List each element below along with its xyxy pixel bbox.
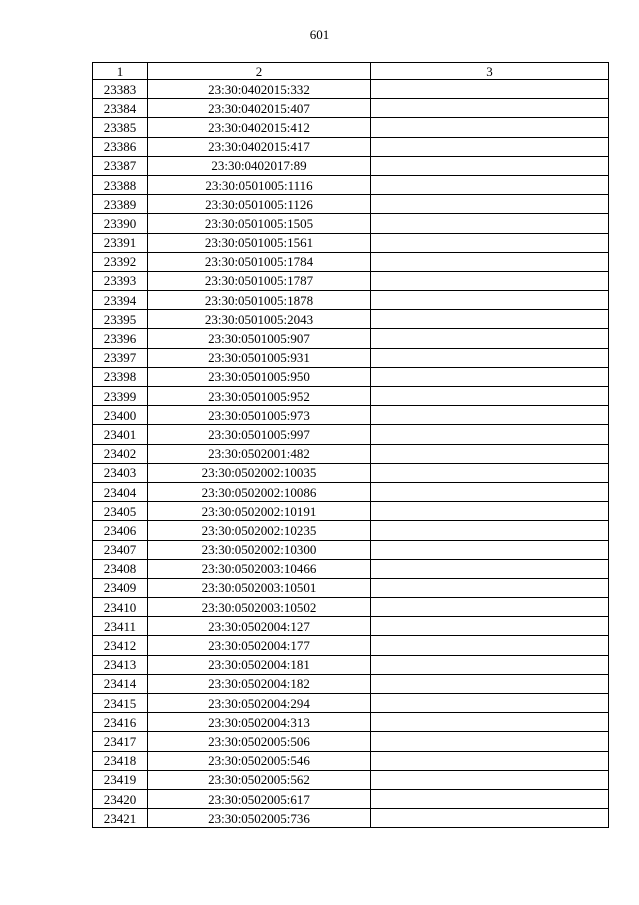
cadastral-number-cell: 23:30:0502002:10300 bbox=[148, 540, 371, 559]
notes-cell bbox=[371, 617, 609, 636]
table-row bbox=[93, 809, 609, 828]
notes-cell bbox=[371, 291, 609, 310]
cadastral-number-cell: 23:30:0501005:1126 bbox=[148, 195, 371, 214]
row-index-cell: 23400 bbox=[93, 406, 148, 425]
cadastral-number-cell: 23:30:0502004:177 bbox=[148, 636, 371, 655]
notes-cell bbox=[371, 789, 609, 808]
row-index-cell: 23396 bbox=[93, 329, 148, 348]
row-index-cell: 23395 bbox=[93, 310, 148, 329]
row-index-cell: 23418 bbox=[93, 751, 148, 770]
notes-cell bbox=[371, 598, 609, 617]
page-number: 601 bbox=[309, 27, 330, 42]
notes-cell bbox=[371, 713, 609, 732]
row-index-cell: 23419 bbox=[93, 770, 148, 789]
notes-cell bbox=[371, 137, 609, 156]
table-row bbox=[93, 425, 609, 444]
table-row bbox=[93, 118, 609, 137]
row-index-cell: 23404 bbox=[93, 482, 148, 501]
notes-cell bbox=[371, 175, 609, 194]
row-index-cell: 23398 bbox=[93, 367, 148, 386]
row-index-cell: 23407 bbox=[93, 540, 148, 559]
table-row bbox=[93, 770, 609, 789]
table-row bbox=[93, 80, 609, 99]
row-index-cell: 23388 bbox=[93, 175, 148, 194]
table-row bbox=[93, 694, 609, 713]
row-index-cell: 23394 bbox=[93, 291, 148, 310]
cadastral-number-cell: 23:30:0502003:10466 bbox=[148, 559, 371, 578]
table-row bbox=[93, 444, 609, 463]
notes-cell bbox=[371, 809, 609, 828]
cadastral-number-cell: 23:30:0402015:412 bbox=[148, 118, 371, 137]
row-index-cell: 23393 bbox=[93, 271, 148, 290]
cadastral-number-cell: 23:30:0402015:417 bbox=[148, 137, 371, 156]
cadastral-number-cell: 23:30:0502004:127 bbox=[148, 617, 371, 636]
cadastral-number-cell: 23:30:0502004:313 bbox=[148, 713, 371, 732]
row-index-cell: 23385 bbox=[93, 118, 148, 137]
cadastral-number-cell: 23:30:0501005:2043 bbox=[148, 310, 371, 329]
notes-cell bbox=[371, 636, 609, 655]
cadastral-number-cell: 23:30:0402017:89 bbox=[148, 156, 371, 175]
notes-cell bbox=[371, 502, 609, 521]
cadastral-number-cell: 23:30:0502002:10086 bbox=[148, 482, 371, 501]
row-index-cell: 23391 bbox=[93, 233, 148, 252]
cadastral-number-cell: 23:30:0501005:1116 bbox=[148, 175, 371, 194]
table-row bbox=[93, 310, 609, 329]
notes-cell bbox=[371, 271, 609, 290]
row-index-cell: 23414 bbox=[93, 674, 148, 693]
table-row bbox=[93, 406, 609, 425]
row-index-cell: 23399 bbox=[93, 387, 148, 406]
table-row bbox=[93, 674, 609, 693]
table-row bbox=[93, 521, 609, 540]
cadastral-number-cell: 23:30:0402015:332 bbox=[148, 80, 371, 99]
row-index-cell: 23386 bbox=[93, 137, 148, 156]
row-index-cell: 23389 bbox=[93, 195, 148, 214]
table-row bbox=[93, 214, 609, 233]
notes-cell bbox=[371, 694, 609, 713]
row-index-cell: 23409 bbox=[93, 578, 148, 597]
cadastral-number-cell: 23:30:0502005:617 bbox=[148, 789, 371, 808]
notes-cell bbox=[371, 770, 609, 789]
cadastral-number-cell: 23:30:0502005:506 bbox=[148, 732, 371, 751]
table-row bbox=[93, 348, 609, 367]
row-index-cell: 23411 bbox=[93, 617, 148, 636]
row-index-cell: 23387 bbox=[93, 156, 148, 175]
row-index-cell: 23410 bbox=[93, 598, 148, 617]
cadastral-number-cell: 23:30:0502004:181 bbox=[148, 655, 371, 674]
notes-cell bbox=[371, 99, 609, 118]
cadastral-number-cell: 23:30:0501005:907 bbox=[148, 329, 371, 348]
table-header-row bbox=[93, 63, 609, 80]
notes-cell bbox=[371, 559, 609, 578]
table-row bbox=[93, 502, 609, 521]
cadastral-number-cell: 23:30:0502004:182 bbox=[148, 674, 371, 693]
table-row bbox=[93, 291, 609, 310]
row-index-cell: 23413 bbox=[93, 655, 148, 674]
table-row bbox=[93, 732, 609, 751]
cadastral-number-cell: 23:30:0501005:997 bbox=[148, 425, 371, 444]
cadastral-number-cell: 23:30:0502005:562 bbox=[148, 770, 371, 789]
notes-cell bbox=[371, 387, 609, 406]
notes-cell bbox=[371, 540, 609, 559]
table-row bbox=[93, 540, 609, 559]
cadastral-number-cell: 23:30:0502002:10235 bbox=[148, 521, 371, 540]
table-row bbox=[93, 271, 609, 290]
notes-cell bbox=[371, 751, 609, 770]
cadastral-number-cell: 23:30:0501005:950 bbox=[148, 367, 371, 386]
notes-cell bbox=[371, 195, 609, 214]
notes-cell bbox=[371, 156, 609, 175]
notes-cell bbox=[371, 406, 609, 425]
cadastral-number-cell: 23:30:0501005:1561 bbox=[148, 233, 371, 252]
cadastral-number-table bbox=[92, 62, 609, 828]
row-index-cell: 23416 bbox=[93, 713, 148, 732]
notes-cell bbox=[371, 214, 609, 233]
row-index-cell: 23408 bbox=[93, 559, 148, 578]
table-row bbox=[93, 156, 609, 175]
table-row bbox=[93, 598, 609, 617]
cadastral-number-cell: 23:30:0502005:736 bbox=[148, 809, 371, 828]
table-row bbox=[93, 789, 609, 808]
cadastral-number-cell: 23:30:0501005:1878 bbox=[148, 291, 371, 310]
row-index-cell: 23406 bbox=[93, 521, 148, 540]
row-index-cell: 23390 bbox=[93, 214, 148, 233]
row-index-cell: 23392 bbox=[93, 252, 148, 271]
cadastral-number-cell: 23:30:0502002:10035 bbox=[148, 463, 371, 482]
table-row bbox=[93, 233, 609, 252]
column-header-cadastral-number: 2 bbox=[148, 63, 371, 80]
notes-cell bbox=[371, 329, 609, 348]
table-row bbox=[93, 617, 609, 636]
row-index-cell: 23415 bbox=[93, 694, 148, 713]
notes-cell bbox=[371, 674, 609, 693]
table-row bbox=[93, 713, 609, 732]
notes-cell bbox=[371, 252, 609, 271]
table-row bbox=[93, 137, 609, 156]
cadastral-number-cell: 23:30:0501005:1787 bbox=[148, 271, 371, 290]
table-row bbox=[93, 751, 609, 770]
notes-cell bbox=[371, 578, 609, 597]
row-index-cell: 23397 bbox=[93, 348, 148, 367]
table-row bbox=[93, 559, 609, 578]
notes-cell bbox=[371, 444, 609, 463]
cadastral-number-cell: 23:30:0501005:931 bbox=[148, 348, 371, 367]
cadastral-number-cell: 23:30:0502005:546 bbox=[148, 751, 371, 770]
notes-cell bbox=[371, 348, 609, 367]
cadastral-number-cell: 23:30:0501005:952 bbox=[148, 387, 371, 406]
notes-cell bbox=[371, 425, 609, 444]
cadastral-number-cell: 23:30:0502003:10502 bbox=[148, 598, 371, 617]
cadastral-number-cell: 23:30:0502002:10191 bbox=[148, 502, 371, 521]
row-index-cell: 23420 bbox=[93, 789, 148, 808]
row-index-cell: 23405 bbox=[93, 502, 148, 521]
row-index-cell: 23403 bbox=[93, 463, 148, 482]
row-index-cell: 23421 bbox=[93, 809, 148, 828]
cadastral-number-cell: 23:30:0502003:10501 bbox=[148, 578, 371, 597]
notes-cell bbox=[371, 310, 609, 329]
notes-cell bbox=[371, 655, 609, 674]
table-row bbox=[93, 367, 609, 386]
notes-cell bbox=[371, 80, 609, 99]
table-row bbox=[93, 175, 609, 194]
notes-cell bbox=[371, 463, 609, 482]
row-index-cell: 23401 bbox=[93, 425, 148, 444]
row-index-cell: 23412 bbox=[93, 636, 148, 655]
notes-cell bbox=[371, 482, 609, 501]
notes-cell bbox=[371, 118, 609, 137]
column-header-notes: 3 bbox=[371, 63, 609, 80]
notes-cell bbox=[371, 521, 609, 540]
table-row bbox=[93, 463, 609, 482]
row-index-cell: 23384 bbox=[93, 99, 148, 118]
cadastral-number-cell: 23:30:0402015:407 bbox=[148, 99, 371, 118]
notes-cell bbox=[371, 233, 609, 252]
table-row bbox=[93, 252, 609, 271]
row-index-cell: 23383 bbox=[93, 80, 148, 99]
notes-cell bbox=[371, 732, 609, 751]
table-row bbox=[93, 195, 609, 214]
table-row bbox=[93, 99, 609, 118]
table-row bbox=[93, 482, 609, 501]
cadastral-number-cell: 23:30:0501005:1505 bbox=[148, 214, 371, 233]
row-index-cell: 23402 bbox=[93, 444, 148, 463]
table-row bbox=[93, 578, 609, 597]
cadastral-number-cell: 23:30:0501005:1784 bbox=[148, 252, 371, 271]
column-header-index: 1 bbox=[93, 63, 148, 80]
table-row bbox=[93, 655, 609, 674]
table-row bbox=[93, 329, 609, 348]
cadastral-number-cell: 23:30:0501005:973 bbox=[148, 406, 371, 425]
table-row bbox=[93, 387, 609, 406]
table-row bbox=[93, 636, 609, 655]
cadastral-number-cell: 23:30:0502001:482 bbox=[148, 444, 371, 463]
notes-cell bbox=[371, 367, 609, 386]
row-index-cell: 23417 bbox=[93, 732, 148, 751]
cadastral-number-cell: 23:30:0502004:294 bbox=[148, 694, 371, 713]
table-body bbox=[93, 80, 609, 828]
